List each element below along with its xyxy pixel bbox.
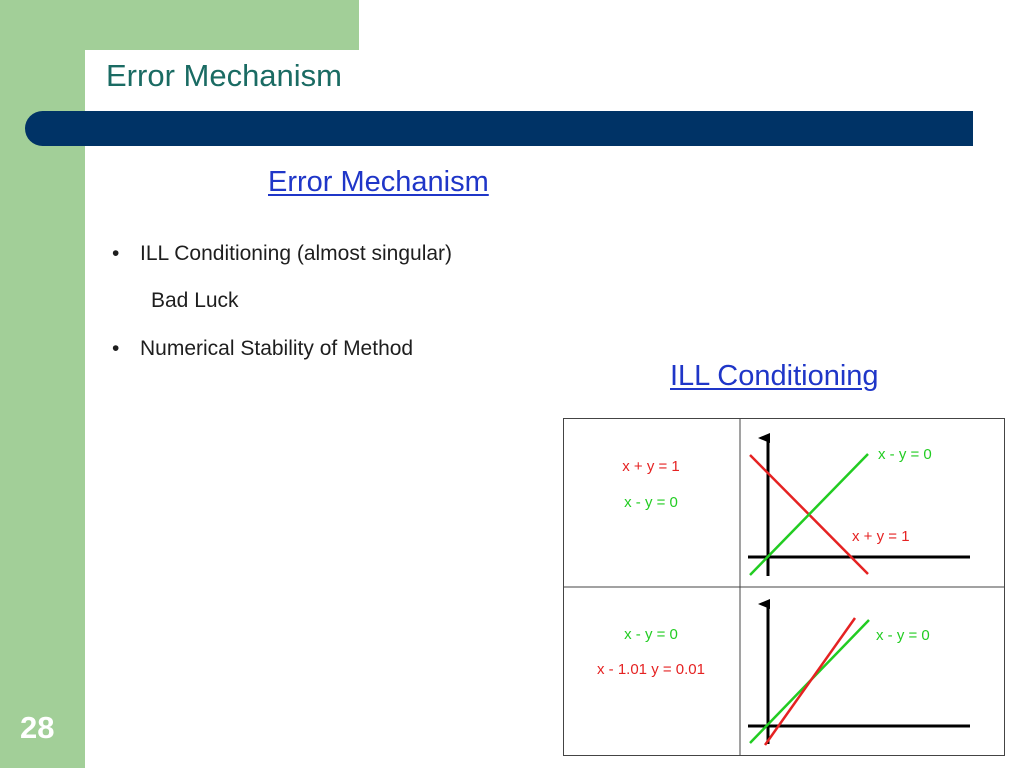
- bullet-dot: •: [112, 242, 120, 265]
- bullet-sub-item: Bad Luck: [151, 289, 239, 312]
- bullet-item-ill-conditioning: [112, 242, 452, 266]
- bullet-text: ILL Conditioning (almost singular): [140, 242, 453, 265]
- content-heading: Error Mechanism: [268, 166, 489, 198]
- equation-row1-a: x + y = 1: [622, 458, 680, 475]
- bullet-dot: •: [112, 337, 120, 360]
- bullet-item-numerical-stability: [112, 337, 413, 361]
- conditioning-table: [563, 418, 1005, 756]
- slide-number: 28: [20, 710, 55, 745]
- equation-row1-b: x - y = 0: [624, 494, 678, 511]
- graph-label-green: x - y = 0: [878, 446, 932, 463]
- graph-ill-conditioned: [748, 604, 970, 745]
- bullet-text: Numerical Stability of Method: [140, 337, 414, 360]
- ill-conditioning-heading: ILL Conditioning: [670, 360, 879, 392]
- top-tab-decoration: [85, 0, 359, 50]
- graph-well-conditioned: [748, 438, 970, 576]
- graph-label-red: x + y = 1: [852, 528, 910, 545]
- slide-title: Error Mechanism: [106, 58, 342, 93]
- equation-row2-a: x - y = 0: [624, 626, 678, 643]
- equation-row2-b: x - 1.01 y = 0.01: [597, 661, 705, 678]
- title-underline-band: [25, 111, 973, 146]
- graph-label-green: x - y = 0: [876, 627, 930, 644]
